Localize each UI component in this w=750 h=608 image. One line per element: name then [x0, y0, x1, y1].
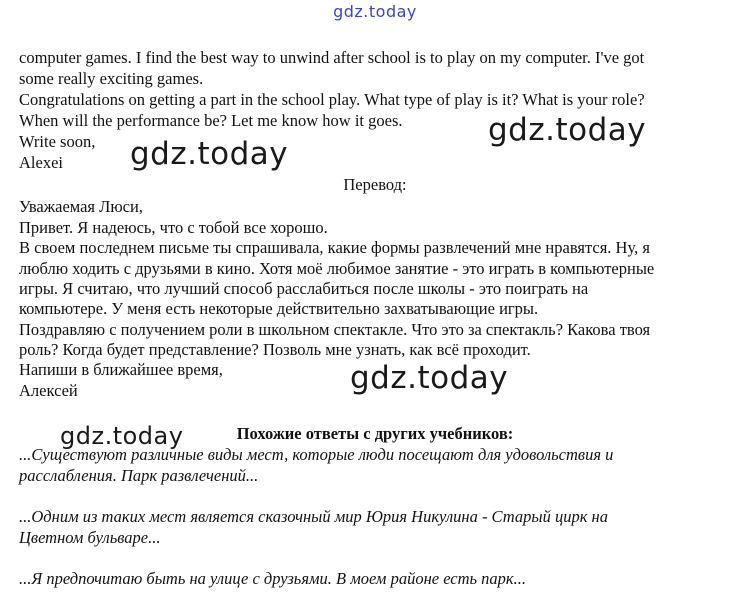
similar-heading: Похожие ответы с других учебников:: [236, 424, 514, 443]
translation-line-4: люблю ходить с друзьями в кино. Хотя моё любимое занятие - это играть в компьютерные: [19, 259, 655, 278]
translation-line-10: Алексей: [19, 381, 78, 400]
english-line-3: Congratulations on getting a part in the school play. What type of play is it? What is your role?: [19, 90, 645, 109]
english-line-5: Write soon,: [19, 132, 96, 151]
english-line-6: Alexei: [19, 153, 63, 172]
similar-item-1-line-2[interactable]: расслабления. Парк развлечений...: [19, 466, 259, 485]
similar-item-3-line-1[interactable]: ...Я предпочитаю быть на улице с друзьями. В моем районе есть парк...: [19, 569, 527, 588]
watermark-left: gdz.today: [130, 136, 289, 172]
translation-line-1: Уважаемая Люси,: [19, 197, 143, 216]
translation-line-6: компьютере. У меня есть некоторые действительно захватывающие игры.: [19, 299, 539, 318]
translation-line-2: Привет. Я надеюсь, что с тобой все хорошо.: [19, 218, 328, 237]
watermark-center: gdz.today: [350, 360, 509, 396]
english-line-2: some really exciting games.: [19, 69, 204, 88]
english-line-4: When will the performance be? Let me know how it goes.: [19, 111, 403, 130]
translation-line-9: Напиши в ближайшее время,: [19, 360, 223, 379]
watermark-bottom-left: gdz.today: [60, 422, 184, 450]
similar-item-2-line-1[interactable]: ...Одним из таких мест является сказочный мир Юрия Никулина - Старый цирк на: [19, 507, 608, 526]
translation-line-3: В своем последнем письме ты спрашивала, какие формы развлечений мне нравятся. Ну, я: [19, 238, 650, 257]
similar-item-2-line-2[interactable]: Цветном бульваре...: [19, 528, 161, 547]
watermark-top: gdz.today: [333, 2, 417, 21]
english-line-1: computer games. I find the best way to unwind after school is to play on my computer. I've got: [19, 48, 645, 67]
translation-line-8: роль? Когда будет представление? Позволь мне узнать, как всё проходит.: [19, 340, 531, 359]
translation-line-5: игры. Я считаю, что лучший способ расслабиться после школы - это поиграть на: [19, 279, 589, 298]
watermark-right: gdz.today: [488, 112, 647, 148]
translation-line-7: Поздравляю с получением роли в школьном спектакле. Что это за спектакль? Какова твоя: [19, 320, 651, 339]
translation-heading: Перевод:: [343, 175, 407, 194]
similar-item-1-line-1[interactable]: ...Существуют различные виды мест, которые люди посещают для удовольствия и: [19, 445, 614, 464]
